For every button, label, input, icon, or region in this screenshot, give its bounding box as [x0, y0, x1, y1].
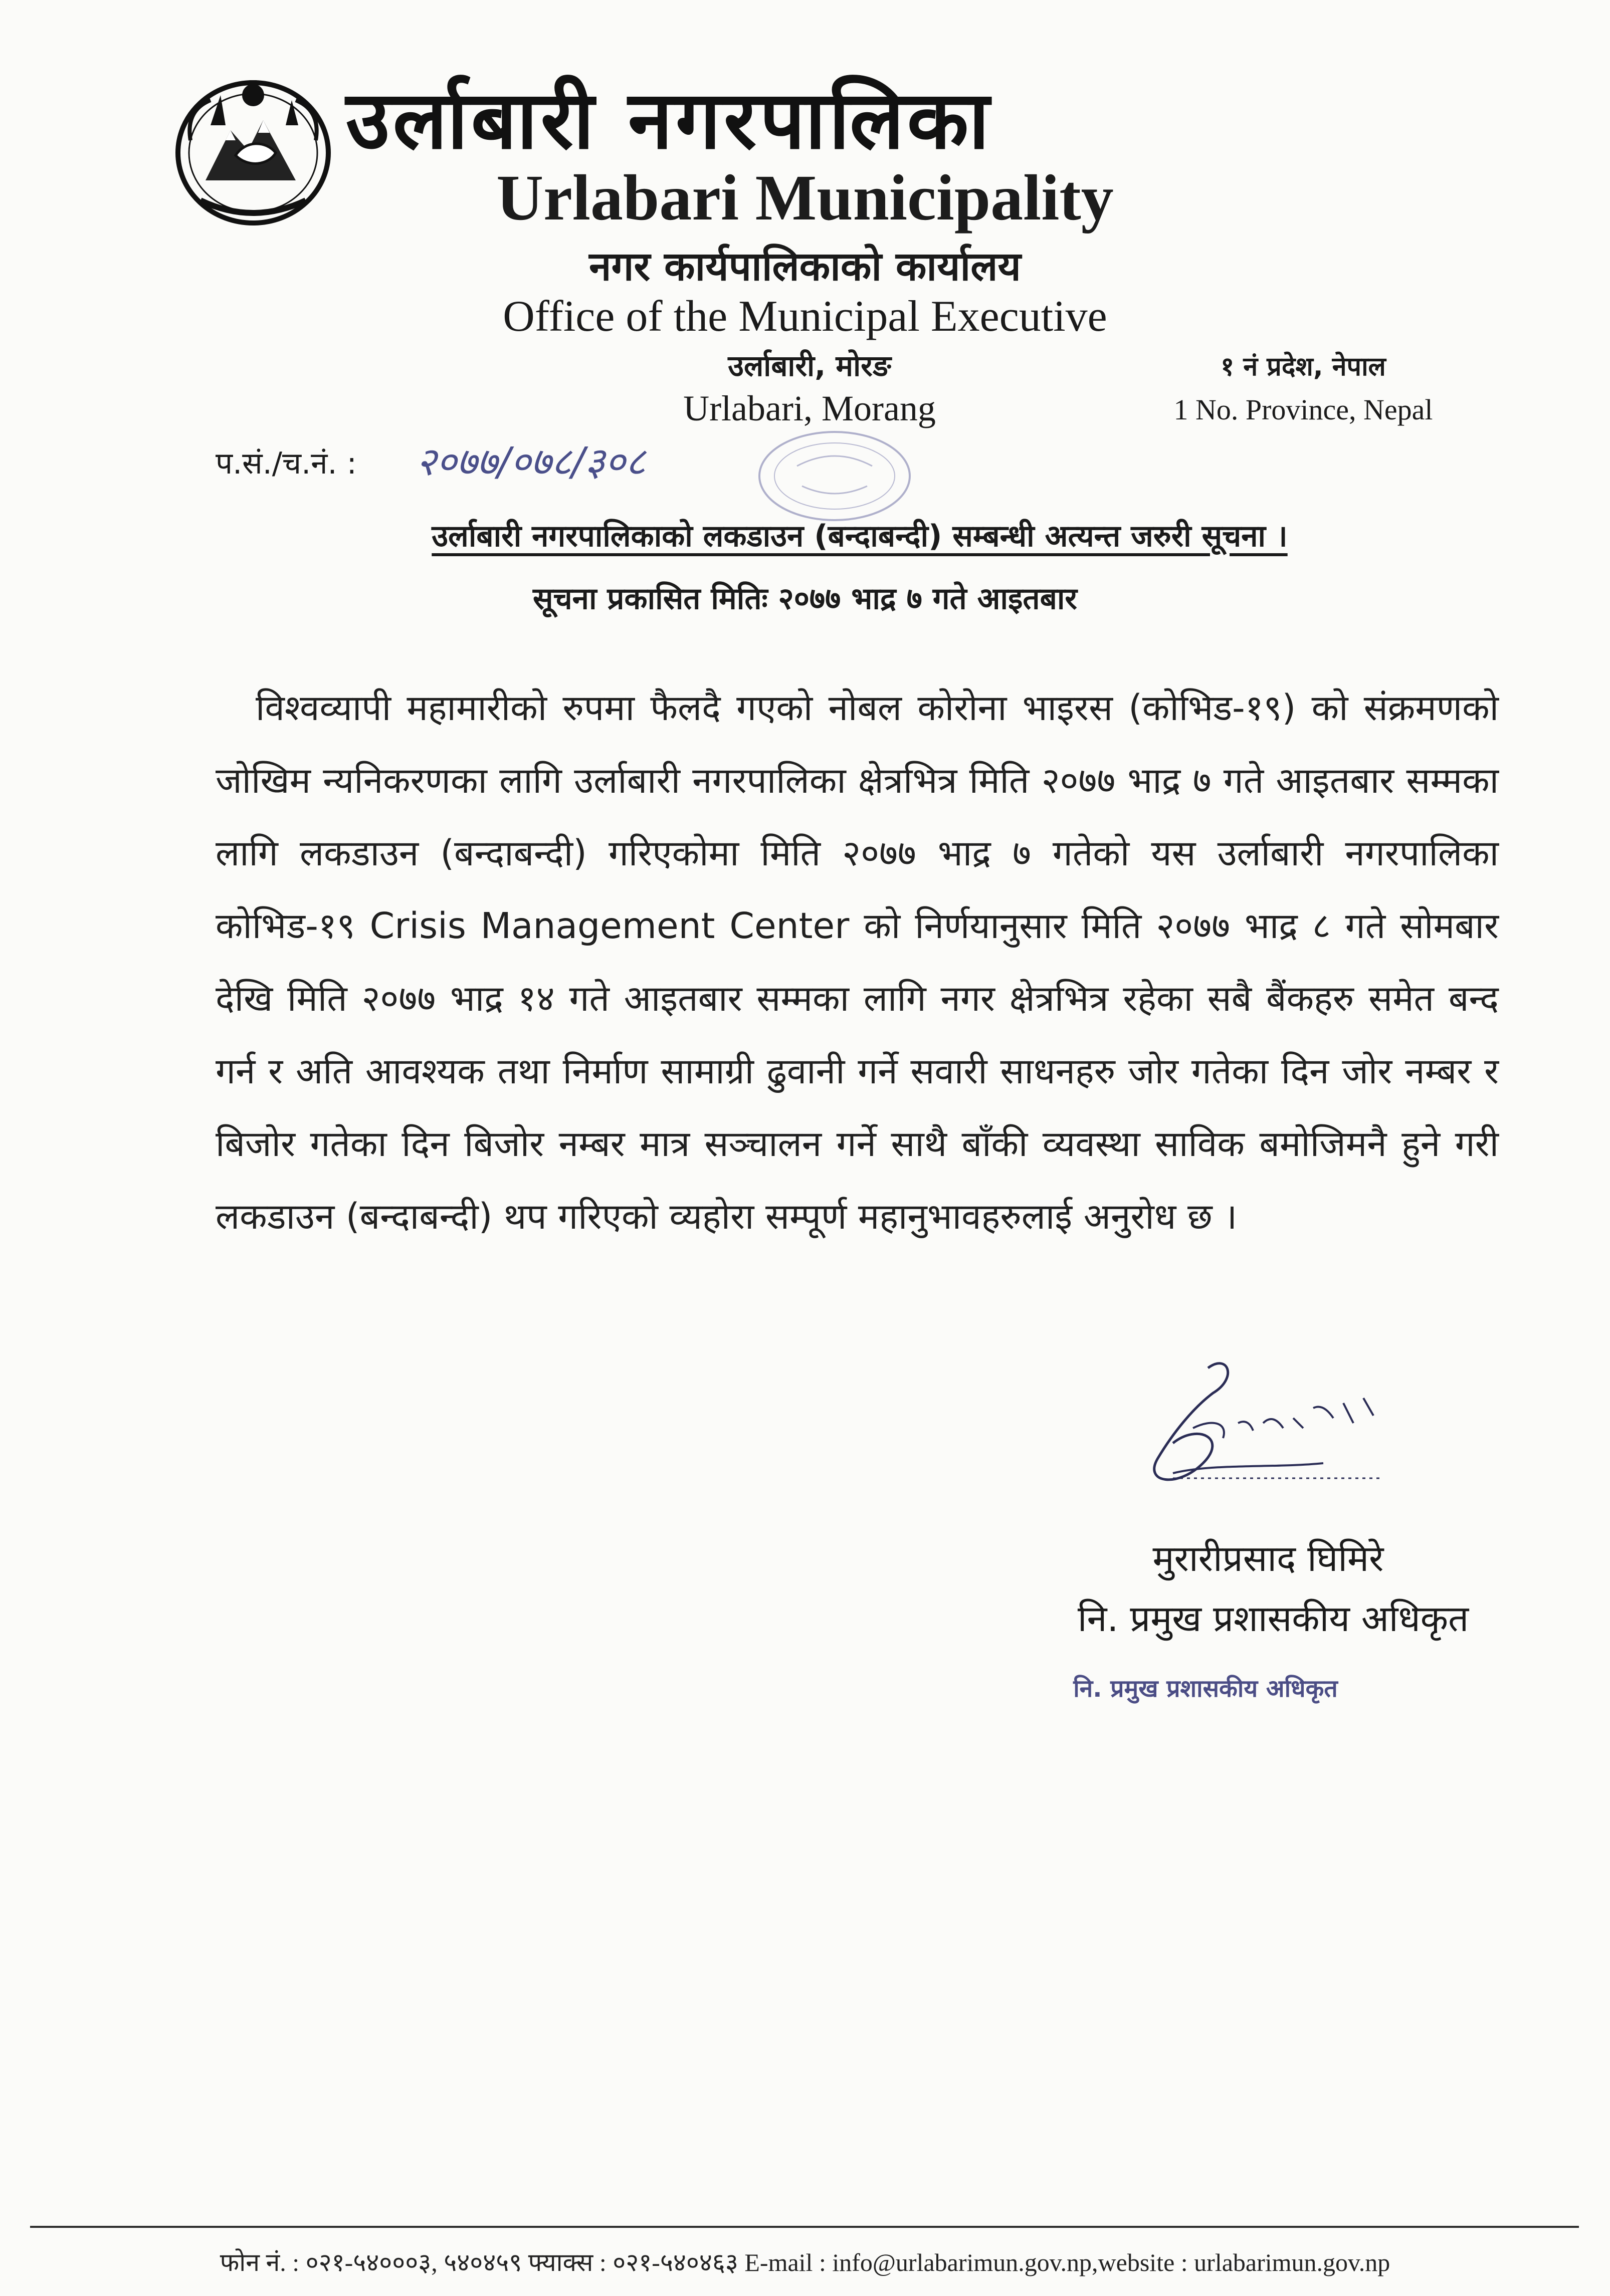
designation-stamp: नि. प्रमुख प्रशासकीय अधिकृत [1073, 1675, 1338, 1703]
signatory-title: नि. प्रमुख प्रशासकीय अधिकृत [1077, 1597, 1469, 1640]
office-seal-stamp [752, 426, 917, 526]
address-english: Urlabari, Morang [683, 388, 936, 428]
notice-subject: उर्लाबारी नगरपालिकाको लकडाउन (बन्दाबन्दी) सम्बन्धी अत्यन्त जरुरी सूचना । [432, 519, 1288, 554]
province-english: 1 No. Province, Nepal [1173, 393, 1433, 426]
province-nepali: १ नं प्रदेश, नेपाल [1221, 352, 1386, 382]
reference-number: २०७७/०७८/३०८ [416, 439, 646, 485]
reference-label: प.सं./च.नं. : [216, 446, 357, 481]
footer-contact: फोन नं. : ०२१-५४०००३, ५४०४५९ फ्याक्स : ०२१-५४०४६३ E-mail : info@urlabarimun.gov.np,website : urlabarimun.gov.np [220, 2248, 1390, 2276]
handwritten-signature [1113, 1348, 1414, 1528]
publication-date: सूचना प्रकासित मितिः २०७७ भाद्र ७ गते आइतबार [533, 581, 1077, 616]
notice-body: विश्वव्यापी महामारीको रुपमा फैलदै गएको नोबल कोरोना भाइरस (कोभिड-१९) को संक्रमणको जोखिम न्यनिकरणका लागि उर्लाबारी नगरपालिका क्षेत्रभित्र मिति २०७७ भाद्र ७ गते आइतबार सम्मका लागि लकडाउन (बन्दाबन्दी) गरिएकोमा मिति २०७७ भाद्र ७ गतेको यस उर्लाबारी नगरपालिका कोभिड-१९ Crisis Management Center को निर्णयानुसार मिति २०७७ भाद्र ८ गते सोमबार देखि मिति २०७७ भाद्र १४ गते आइतबार सम्मका लागि नगर क्षेत्रभित्र रहेका सबै बैंकहरु समेत बन्द गर्न र अति आवश्यक तथा निर्माण सामाग्री ढुवानी गर्ने सवारी साधनहरु जोर गतेका दिन जोर नम्बर र बिजोर गतेका दिन बिजोर नम्बर मात्र सञ्चालन गर्ने साथै बाँकी व्यवस्था साविक बमोजिमनै हुने गरी लकडाउन (बन्दाबन्दी) थप गरिएको व्यहोरा सम्पूर्ण महानुभावहरुलाई अनुरोध छ । [216, 687, 1499, 1237]
footer-divider [30, 2226, 1579, 2228]
address-nepali: उर्लाबारी, मोरङ [728, 349, 891, 383]
municipality-title-english: Urlabari Municipality [496, 162, 1114, 234]
office-name-nepali: नगर कार्यपालिकाको कार्यालय [589, 243, 1021, 290]
office-name-english: Office of the Municipal Executive [503, 292, 1107, 341]
municipality-title-nepali: उर्लाबारी नगरपालिका [346, 73, 992, 167]
signatory-name: मुरारीप्रसाद घिमिरे [1152, 1537, 1384, 1579]
